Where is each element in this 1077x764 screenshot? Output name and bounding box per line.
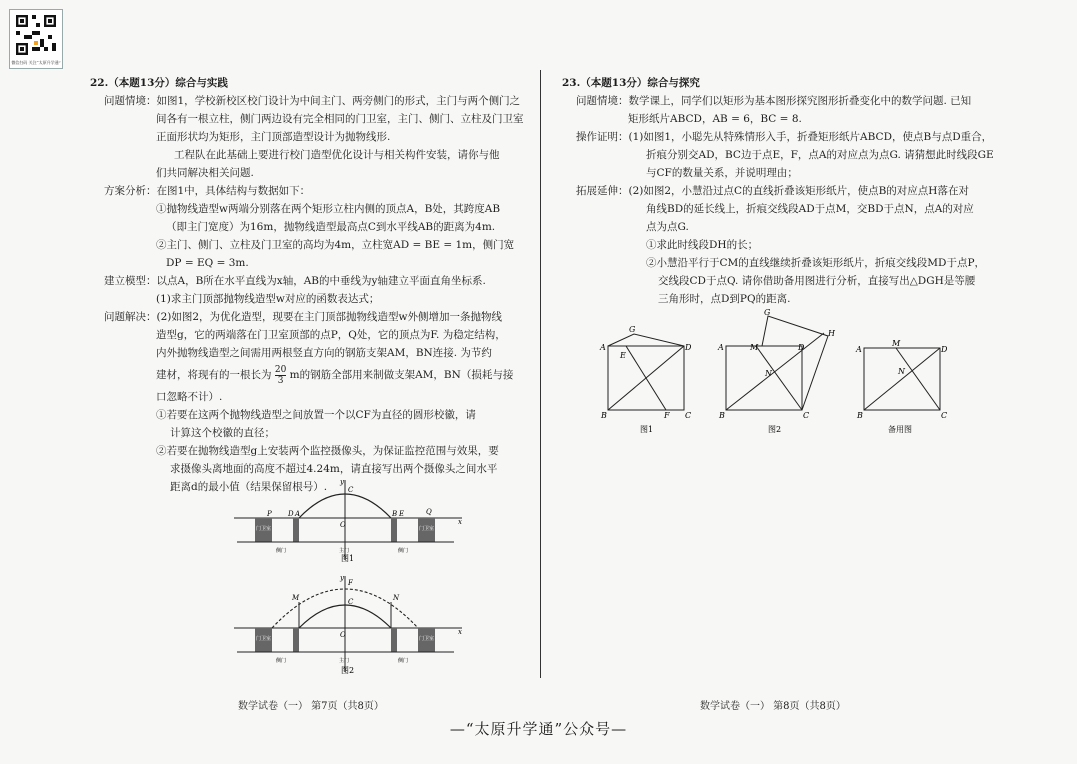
q22-line: 口忽略不计）. <box>156 391 223 403</box>
label-y: y <box>340 574 344 582</box>
label-A: A <box>295 510 301 518</box>
q23-header: 23.（本题13分）综合与探究 <box>562 77 700 89</box>
label-O: O <box>340 631 346 639</box>
pillar-left <box>293 628 299 652</box>
fraction-suffix: m的钢筋全部用来制做支架AM，BN（损耗与接 <box>289 369 514 381</box>
label-B: B <box>857 411 863 420</box>
label-E: E <box>399 510 405 518</box>
label-C: C <box>685 411 692 420</box>
q23-line: 三角形时，点D到PQ的距离. <box>658 293 791 305</box>
q23-figure-spare <box>852 340 952 438</box>
label-M: M <box>292 594 300 602</box>
label-y: y <box>340 478 344 486</box>
q23-figure-2 <box>712 306 842 438</box>
q22-line-fraction <box>90 362 530 388</box>
figure-caption: 图1 <box>341 554 355 563</box>
label-main-gate: 主门 <box>339 658 350 664</box>
label-D: D <box>288 510 294 518</box>
q22-line: 造型g，它的两端落在门卫室顶部的点P，Q处，它的顶点为F. 为稳定结构， <box>156 329 506 341</box>
fraction-numerator: 20 <box>274 364 287 375</box>
label-D: D <box>798 343 805 352</box>
label-C: C <box>348 486 354 494</box>
label-N: N <box>898 367 905 376</box>
figure-caption: 备用图 <box>888 425 912 434</box>
q23-line: ①求此时线段DH的长； <box>646 239 759 251</box>
label-B: B <box>601 411 607 420</box>
label-guard-room: 门卫室 <box>256 636 272 642</box>
q22-line: 问题解决：(2)如图2，为优化造型，现要在主门顶部抛物线造型w外侧增加一条抛物线 <box>104 311 503 323</box>
label-A: A <box>856 345 862 354</box>
q23-line: 角线BD的延长线上，折痕交线段AD于点M，交BD于点N，点A的对应 <box>646 203 974 215</box>
q22-figure-1 <box>232 472 472 564</box>
label-x: x <box>458 628 462 636</box>
label-O: O <box>340 521 346 529</box>
q22-line: ②若要在抛物线造型g上安装两个监控摄像头，为保证监控范围与效果，要 <box>156 445 499 457</box>
q22-line: ①若要在这两个抛物线造型之间放置一个以CF为直径的圆形校徽，请 <box>156 409 476 421</box>
figure-caption: 图1 <box>640 425 654 434</box>
page-footer-right: 数学试卷（一） 第8页（共8页） <box>700 701 846 712</box>
label-M: M <box>892 340 901 348</box>
label-B: B <box>719 411 725 420</box>
q23-line: 问题情境：数学课上，同学们以矩形为基本图形探究图形折叠变化中的数学问题. 已知 <box>576 95 972 107</box>
fraction-prefix: 建材，将现有的一根长为 <box>156 369 272 381</box>
pillar-left <box>293 518 299 542</box>
fold-MGHC <box>762 316 828 410</box>
q23-figure-1 <box>598 322 698 438</box>
q23-line: 操作证明：(1)如图1，小聪先从特殊情形入手，折叠矩形纸片ABCD，使点B与点D重合， <box>576 131 993 143</box>
label-main-gate: 主门 <box>339 548 350 554</box>
q22-line: DP = EQ = 3m. <box>166 257 249 269</box>
q22-line: 距离d的最小值（结果保留根号）. <box>170 481 328 493</box>
q23-line: 矩形纸片ABCD，AB = 6，BC = 8. <box>628 113 802 125</box>
label-P: P <box>267 510 272 518</box>
label-guard-room: 门卫室 <box>419 526 435 532</box>
q22-line: 求摄像头离地面的高度不超过4.24m，请直接写出两个摄像头之间水平 <box>170 463 498 475</box>
label-B: B <box>392 510 398 518</box>
q22-line: 问题情境：如图1，学校新校区校门设计为中间主门、两旁侧门的形式，主门与两个侧门之 <box>104 95 521 107</box>
figure-caption: 图2 <box>768 425 782 434</box>
label-A: A <box>600 343 606 352</box>
q22-line: 正面形状均为矩形，主门顶部造型设计为抛物线形. <box>156 131 391 143</box>
pillar-right <box>391 628 397 652</box>
q22-line: (1)求主门顶部抛物线造型w对应的函数表达式； <box>156 293 380 305</box>
label-A: A <box>718 343 724 352</box>
label-side-gate: 侧门 <box>276 548 287 554</box>
qr-code[interactable] <box>9 9 63 69</box>
label-Q: Q <box>426 508 432 516</box>
q22-line: 计算这个校徽的直径； <box>170 427 275 439</box>
label-side-gate: 侧门 <box>276 658 287 664</box>
page-footer-left: 数学试卷（一） 第7页（共8页） <box>238 701 384 712</box>
label-x: x <box>458 518 462 526</box>
label-D: D <box>685 343 692 352</box>
q22-line: 建立模型：以点A，B所在水平直线为x轴，AB的中垂线为y轴建立平面直角坐标系. <box>104 275 486 287</box>
label-C: C <box>348 598 354 606</box>
label-C: C <box>803 411 810 420</box>
question-23 <box>562 74 1002 308</box>
q22-line: 方案分析：在图1中，具体结构与数据如下： <box>104 185 311 197</box>
q22-line: ①抛物线造型w两端分别落在两个矩形立柱内侧的顶点A，B处，其跨度AB <box>156 203 501 215</box>
column-divider <box>540 70 541 678</box>
label-guard-room: 门卫室 <box>256 526 272 532</box>
label-D: D <box>941 345 948 354</box>
q23-line: 交线段CD于点Q. 请你借助备用图进行分析，直接写出△DGH是等腰 <box>658 275 976 287</box>
q23-line: 折痕分别交AD，BC边于点E，F，点A的对应点为点G. 请猜想此时线段GE <box>646 149 994 161</box>
q22-figure-2 <box>232 572 472 676</box>
label-F: F <box>348 579 353 587</box>
label-F: F <box>664 411 670 420</box>
label-M: M <box>750 343 759 352</box>
fold-AGD <box>608 334 684 346</box>
q23-line: 与CF的数量关系，并说明理由； <box>646 167 798 179</box>
q22-line: 们共同解决相关问题. <box>156 167 254 179</box>
q22-line: ②主门、侧门、立柱及门卫室的高均为4m，立柱宽AD = BE = 1m，侧门宽 <box>156 239 515 251</box>
pillar-right <box>391 518 397 542</box>
rect-ABCD <box>726 346 802 410</box>
q22-line: 内外抛物线造型之间需用两根竖直方向的钢筋支架AM，BN连接. 为节约 <box>156 347 492 359</box>
fraction-denominator: 3 <box>277 375 284 386</box>
label-E: E <box>620 351 626 360</box>
bottom-banner: —“太原升学通”公众号— <box>449 720 628 738</box>
label-H: H <box>828 329 835 338</box>
label-side-gate: 侧门 <box>398 548 409 554</box>
q23-line: 拓展延伸：(2)如图2，小慧沿过点C的直线折叠该矩形纸片，使点B的对应点H落在对 <box>576 185 969 197</box>
question-22 <box>90 74 530 496</box>
label-N: N <box>393 594 400 602</box>
label-guard-room: 门卫室 <box>419 636 435 642</box>
label-G: G <box>764 308 771 317</box>
q22-line: （即主门宽度）为16m，抛物线造型最高点C到水平线AB的距离为4m. <box>166 221 496 233</box>
q22-line: 工程队在此基础上要进行校门造型优化设计与相关构件安装，请你与他 <box>174 149 500 161</box>
label-N: N <box>765 369 772 378</box>
label-G: G <box>629 325 636 334</box>
q23-line: 点为点G. <box>646 221 689 233</box>
q22-header: 22.（本题13分）综合与实践 <box>90 77 228 89</box>
qr-caption: 微信扫码 关注“太原升学通” <box>11 60 61 65</box>
label-side-gate: 侧门 <box>398 658 409 664</box>
q22-line: 间各有一根立柱，侧门两边设有完全相同的门卫室，主门、侧门、立柱及门卫室 <box>156 113 524 125</box>
figure-caption: 图2 <box>341 666 355 675</box>
q23-line: ②小慧沿平行于CM的直线继续折叠该矩形纸片，折痕交线段MD于点P， <box>646 257 986 269</box>
label-C: C <box>941 411 948 420</box>
qr-pattern <box>16 15 56 55</box>
line-BH <box>726 333 824 410</box>
fraction <box>275 365 286 386</box>
